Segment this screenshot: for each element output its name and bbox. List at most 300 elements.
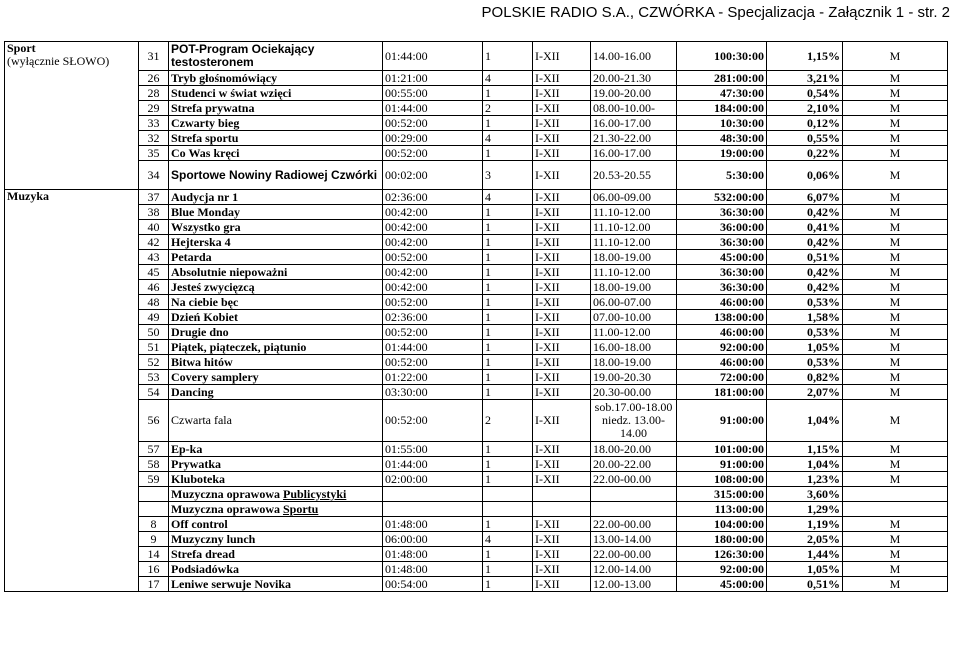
schedule-table bbox=[4, 41, 948, 592]
cell-hours: 19.00-20.00 bbox=[591, 86, 677, 101]
cell-flag: M bbox=[843, 265, 948, 280]
cell-flag: M bbox=[843, 577, 948, 592]
cell-months: I-XII bbox=[533, 325, 591, 340]
cell-duration: 00:52:00 bbox=[383, 325, 483, 340]
cell-months: I-XII bbox=[533, 161, 591, 190]
cell-count bbox=[483, 487, 533, 502]
cell-title: Strefa dread bbox=[169, 547, 383, 562]
cell-flag: M bbox=[843, 385, 948, 400]
cell-total: 19:00:00 bbox=[677, 146, 767, 161]
cell-duration: 02:00:00 bbox=[383, 472, 483, 487]
cell-hours: 20.30-00.00 bbox=[591, 385, 677, 400]
cell-percent: 0,51% bbox=[767, 577, 843, 592]
cell-title: Jesteś zwycięzcą bbox=[169, 280, 383, 295]
cell-num: 43 bbox=[139, 250, 169, 265]
cell-title: Studenci w świat wzięci bbox=[169, 86, 383, 101]
table-row bbox=[5, 310, 948, 325]
cell-total: 46:00:00 bbox=[677, 325, 767, 340]
cell-total: 138:00:00 bbox=[677, 310, 767, 325]
cell-percent: 1,05% bbox=[767, 340, 843, 355]
table-row bbox=[5, 205, 948, 220]
cell-title: Off control bbox=[169, 517, 383, 532]
cell-percent: 1,04% bbox=[767, 400, 843, 442]
cell-months: I-XII bbox=[533, 385, 591, 400]
cell-title: Czwarty bieg bbox=[169, 116, 383, 131]
cell-title: Muzyczny lunch bbox=[169, 532, 383, 547]
cell-count: 1 bbox=[483, 86, 533, 101]
cell-percent: 0,55% bbox=[767, 131, 843, 146]
cell-months: I-XII bbox=[533, 86, 591, 101]
cell-percent: 2,05% bbox=[767, 532, 843, 547]
cell-total: 113:00:00 bbox=[677, 502, 767, 517]
table-row bbox=[5, 400, 948, 442]
cell-num: 29 bbox=[139, 101, 169, 116]
cell-months: I-XII bbox=[533, 532, 591, 547]
cell-months: I-XII bbox=[533, 101, 591, 116]
cell-total: 10:30:00 bbox=[677, 116, 767, 131]
cell-percent: 1,44% bbox=[767, 547, 843, 562]
cell-months: I-XII bbox=[533, 116, 591, 131]
cell-num: 34 bbox=[139, 161, 169, 190]
cell-title: Absolutnie niepoważni bbox=[169, 265, 383, 280]
cell-hours: 13.00-14.00 bbox=[591, 532, 677, 547]
table-row bbox=[5, 131, 948, 146]
cell-num: 37 bbox=[139, 190, 169, 205]
table-row bbox=[5, 101, 948, 116]
cell-duration: 00:52:00 bbox=[383, 146, 483, 161]
cell-title: Covery samplery bbox=[169, 370, 383, 385]
cell-total: 532:00:00 bbox=[677, 190, 767, 205]
cell-duration: 00:29:00 bbox=[383, 131, 483, 146]
table-row bbox=[5, 250, 948, 265]
cell-num: 57 bbox=[139, 442, 169, 457]
cell-flag: M bbox=[843, 101, 948, 116]
cell-title: Hejterska 4 bbox=[169, 235, 383, 250]
cell-months: I-XII bbox=[533, 131, 591, 146]
cell-title: Tryb głośnomówiący bbox=[169, 71, 383, 86]
cell-count: 1 bbox=[483, 457, 533, 472]
cell-hours: 11.10-12.00 bbox=[591, 235, 677, 250]
cell-months: I-XII bbox=[533, 472, 591, 487]
cell-hours: 11.10-12.00 bbox=[591, 220, 677, 235]
cell-title: Blue Monday bbox=[169, 205, 383, 220]
cell-hours: 08.00-10.00- bbox=[591, 101, 677, 116]
table-row bbox=[5, 295, 948, 310]
category-label: Sport bbox=[7, 41, 36, 55]
cell-percent: 1,19% bbox=[767, 517, 843, 532]
cell-hours: 18.00-19.00 bbox=[591, 280, 677, 295]
cell-num: 48 bbox=[139, 295, 169, 310]
cell-hours: 19.00-20.30 bbox=[591, 370, 677, 385]
cell-hours: 06.00-09.00 bbox=[591, 190, 677, 205]
cell-title: POT-Program Ociekający testosteronem bbox=[169, 42, 383, 71]
cell-flag: M bbox=[843, 86, 948, 101]
cell-count: 1 bbox=[483, 370, 533, 385]
cell-months: I-XII bbox=[533, 310, 591, 325]
cell-title: Wszystko gra bbox=[169, 220, 383, 235]
table-row bbox=[5, 472, 948, 487]
cell-months bbox=[533, 487, 591, 502]
cell-duration: 00:42:00 bbox=[383, 280, 483, 295]
cell-total: 92:00:00 bbox=[677, 562, 767, 577]
cell-percent: 3,21% bbox=[767, 71, 843, 86]
cell-percent: 0,42% bbox=[767, 205, 843, 220]
cell-months: I-XII bbox=[533, 71, 591, 86]
cell-flag: M bbox=[843, 517, 948, 532]
cell-hours: 06.00-07.00 bbox=[591, 295, 677, 310]
cell-count: 1 bbox=[483, 325, 533, 340]
cell-duration: 00:52:00 bbox=[383, 250, 483, 265]
cell-percent: 3,60% bbox=[767, 487, 843, 502]
page-header: POLSKIE RADIO S.A., CZWÓRKA - Specjalizacja - Załącznik 1 - str. 2 bbox=[481, 4, 950, 21]
cell-percent: 0,51% bbox=[767, 250, 843, 265]
cell-num: 45 bbox=[139, 265, 169, 280]
cell-count: 1 bbox=[483, 295, 533, 310]
cell-title: Audycja nr 1 bbox=[169, 190, 383, 205]
table-row bbox=[5, 487, 948, 502]
table-row bbox=[5, 235, 948, 250]
cell-hours: 14.00-16.00 bbox=[591, 42, 677, 71]
cell-hours: 20.53-20.55 bbox=[591, 161, 677, 190]
cell-duration: 01:21:00 bbox=[383, 71, 483, 86]
cell-total: 36:30:00 bbox=[677, 280, 767, 295]
table-row bbox=[5, 190, 948, 205]
cell-title: Strefa sportu bbox=[169, 131, 383, 146]
cell-title: Piątek, piąteczek, piątunio bbox=[169, 340, 383, 355]
cell-months: I-XII bbox=[533, 235, 591, 250]
table-row bbox=[5, 71, 948, 86]
table-row bbox=[5, 42, 948, 71]
cell-count: 1 bbox=[483, 517, 533, 532]
cell-duration: 00:42:00 bbox=[383, 235, 483, 250]
cell-num: 28 bbox=[139, 86, 169, 101]
cell-count: 1 bbox=[483, 310, 533, 325]
cell-percent: 1,15% bbox=[767, 42, 843, 71]
cell-hours: 11.10-12.00 bbox=[591, 265, 677, 280]
cell-title: Muzyczna oprawowa Publicystyki bbox=[169, 487, 383, 502]
cell-count: 2 bbox=[483, 400, 533, 442]
cell-months: I-XII bbox=[533, 370, 591, 385]
cell-duration bbox=[383, 487, 483, 502]
cell-title: Drugie dno bbox=[169, 325, 383, 340]
cell-duration: 02:36:00 bbox=[383, 190, 483, 205]
cell-months: I-XII bbox=[533, 280, 591, 295]
cell-months: I-XII bbox=[533, 340, 591, 355]
cell-months: I-XII bbox=[533, 562, 591, 577]
cell-num: 38 bbox=[139, 205, 169, 220]
cell-count: 4 bbox=[483, 131, 533, 146]
table-row bbox=[5, 86, 948, 101]
cell-hours: 07.00-10.00 bbox=[591, 310, 677, 325]
table-row bbox=[5, 457, 948, 472]
table-row bbox=[5, 517, 948, 532]
cell-percent: 6,07% bbox=[767, 190, 843, 205]
cell-num: 8 bbox=[139, 517, 169, 532]
cell-duration: 00:42:00 bbox=[383, 220, 483, 235]
cell-flag: M bbox=[843, 205, 948, 220]
cell-hours: 22.00-00.00 bbox=[591, 547, 677, 562]
category-sport bbox=[5, 42, 139, 190]
cell-total: 126:30:00 bbox=[677, 547, 767, 562]
cell-percent: 1,58% bbox=[767, 310, 843, 325]
cell-num: 51 bbox=[139, 340, 169, 355]
cell-months: I-XII bbox=[533, 220, 591, 235]
cell-flag: M bbox=[843, 71, 948, 86]
cell-percent: 0,53% bbox=[767, 295, 843, 310]
table-row bbox=[5, 562, 948, 577]
cell-num: 58 bbox=[139, 457, 169, 472]
cell-flag bbox=[843, 502, 948, 517]
cell-hours bbox=[591, 502, 677, 517]
category-label: Muzyka bbox=[7, 189, 49, 203]
cell-num: 9 bbox=[139, 532, 169, 547]
cell-duration: 03:30:00 bbox=[383, 385, 483, 400]
cell-count: 1 bbox=[483, 205, 533, 220]
cell-hours: 22.00-00.00 bbox=[591, 472, 677, 487]
cell-percent: 0,42% bbox=[767, 235, 843, 250]
cell-total: 36:30:00 bbox=[677, 205, 767, 220]
cell-title: Strefa prywatna bbox=[169, 101, 383, 116]
cell-months: I-XII bbox=[533, 517, 591, 532]
cell-count: 1 bbox=[483, 340, 533, 355]
cell-flag: M bbox=[843, 295, 948, 310]
cell-hours: 18.00-19.00 bbox=[591, 250, 677, 265]
cell-flag bbox=[843, 487, 948, 502]
cell-duration: 00:52:00 bbox=[383, 355, 483, 370]
cell-total: 47:30:00 bbox=[677, 86, 767, 101]
cell-count: 4 bbox=[483, 532, 533, 547]
cell-num: 40 bbox=[139, 220, 169, 235]
cell-percent: 0,06% bbox=[767, 161, 843, 190]
cell-num: 32 bbox=[139, 131, 169, 146]
cell-duration: 00:42:00 bbox=[383, 265, 483, 280]
cell-num: 35 bbox=[139, 146, 169, 161]
table-row bbox=[5, 547, 948, 562]
cell-duration: 01:44:00 bbox=[383, 457, 483, 472]
cell-total: 72:00:00 bbox=[677, 370, 767, 385]
cell-months: I-XII bbox=[533, 250, 591, 265]
cell-duration: 00:52:00 bbox=[383, 295, 483, 310]
cell-hours bbox=[591, 487, 677, 502]
cell-title: Dancing bbox=[169, 385, 383, 400]
cell-percent: 0,82% bbox=[767, 370, 843, 385]
cell-title: Co Was kręci bbox=[169, 146, 383, 161]
cell-duration: 01:48:00 bbox=[383, 547, 483, 562]
cell-duration: 00:55:00 bbox=[383, 86, 483, 101]
cell-num: 49 bbox=[139, 310, 169, 325]
cell-num: 59 bbox=[139, 472, 169, 487]
table-row bbox=[5, 325, 948, 340]
cell-num: 53 bbox=[139, 370, 169, 385]
cell-months: I-XII bbox=[533, 42, 591, 71]
cell-total: 184:00:00 bbox=[677, 101, 767, 116]
cell-flag: M bbox=[843, 280, 948, 295]
cell-duration: 01:22:00 bbox=[383, 370, 483, 385]
cell-count: 2 bbox=[483, 101, 533, 116]
cell-percent: 2,07% bbox=[767, 385, 843, 400]
cell-percent: 1,29% bbox=[767, 502, 843, 517]
cell-percent: 0,54% bbox=[767, 86, 843, 101]
cell-total: 36:00:00 bbox=[677, 220, 767, 235]
cell-count: 1 bbox=[483, 442, 533, 457]
cell-flag: M bbox=[843, 235, 948, 250]
cell-flag: M bbox=[843, 562, 948, 577]
table-row bbox=[5, 577, 948, 592]
cell-months: I-XII bbox=[533, 295, 591, 310]
cell-total: 36:30:00 bbox=[677, 235, 767, 250]
cell-months: I-XII bbox=[533, 205, 591, 220]
cell-count: 1 bbox=[483, 146, 533, 161]
cell-duration: 01:55:00 bbox=[383, 442, 483, 457]
cell-total: 91:00:00 bbox=[677, 400, 767, 442]
cell-total: 36:30:00 bbox=[677, 265, 767, 280]
cell-count: 1 bbox=[483, 577, 533, 592]
cell-months: I-XII bbox=[533, 547, 591, 562]
cell-total: 5:30:00 bbox=[677, 161, 767, 190]
cell-months: I-XII bbox=[533, 442, 591, 457]
category-muzyka bbox=[5, 190, 139, 592]
cell-num: 17 bbox=[139, 577, 169, 592]
cell-count: 1 bbox=[483, 42, 533, 71]
cell-count bbox=[483, 502, 533, 517]
cell-percent: 0,12% bbox=[767, 116, 843, 131]
cell-num: 46 bbox=[139, 280, 169, 295]
cell-duration: 00:54:00 bbox=[383, 577, 483, 592]
category-sublabel: (wyłącznie SŁOWO) bbox=[7, 54, 110, 68]
cell-title: Bitwa hitów bbox=[169, 355, 383, 370]
cell-flag: M bbox=[843, 547, 948, 562]
cell-percent: 0,53% bbox=[767, 325, 843, 340]
cell-count: 1 bbox=[483, 220, 533, 235]
cell-percent: 1,23% bbox=[767, 472, 843, 487]
cell-flag: M bbox=[843, 116, 948, 131]
cell-total: 315:00:00 bbox=[677, 487, 767, 502]
cell-months: I-XII bbox=[533, 146, 591, 161]
cell-total: 100:30:00 bbox=[677, 42, 767, 71]
cell-hours: 20.00-22.00 bbox=[591, 457, 677, 472]
cell-months: I-XII bbox=[533, 457, 591, 472]
cell-title: Na ciebie bęc bbox=[169, 295, 383, 310]
cell-flag: M bbox=[843, 442, 948, 457]
cell-hours: 11.10-12.00 bbox=[591, 205, 677, 220]
cell-count: 1 bbox=[483, 385, 533, 400]
table-row bbox=[5, 220, 948, 235]
cell-duration: 01:48:00 bbox=[383, 562, 483, 577]
cell-flag: M bbox=[843, 161, 948, 190]
cell-flag: M bbox=[843, 355, 948, 370]
table-row bbox=[5, 265, 948, 280]
cell-title: Ep-ka bbox=[169, 442, 383, 457]
cell-total: 91:00:00 bbox=[677, 457, 767, 472]
cell-count: 1 bbox=[483, 116, 533, 131]
cell-count: 1 bbox=[483, 355, 533, 370]
cell-flag: M bbox=[843, 220, 948, 235]
cell-num: 14 bbox=[139, 547, 169, 562]
table-row bbox=[5, 532, 948, 547]
cell-total: 45:00:00 bbox=[677, 250, 767, 265]
cell-flag: M bbox=[843, 532, 948, 547]
cell-hours: 22.00-00.00 bbox=[591, 517, 677, 532]
cell-num: 54 bbox=[139, 385, 169, 400]
cell-num bbox=[139, 487, 169, 502]
cell-percent: 0,42% bbox=[767, 280, 843, 295]
cell-percent: 2,10% bbox=[767, 101, 843, 116]
table-row bbox=[5, 340, 948, 355]
cell-duration: 01:44:00 bbox=[383, 42, 483, 71]
cell-count: 1 bbox=[483, 280, 533, 295]
cell-hours: 18.00-19.00 bbox=[591, 355, 677, 370]
cell-flag: M bbox=[843, 310, 948, 325]
table-row bbox=[5, 280, 948, 295]
cell-hours: 16.00-17.00 bbox=[591, 146, 677, 161]
cell-flag: M bbox=[843, 146, 948, 161]
cell-hours: 16.00-18.00 bbox=[591, 340, 677, 355]
cell-count: 1 bbox=[483, 547, 533, 562]
cell-title: Petarda bbox=[169, 250, 383, 265]
table-row bbox=[5, 116, 948, 131]
cell-total: 45:00:00 bbox=[677, 577, 767, 592]
cell-num: 26 bbox=[139, 71, 169, 86]
cell-hours: 16.00-17.00 bbox=[591, 116, 677, 131]
cell-count: 1 bbox=[483, 250, 533, 265]
cell-percent: 1,04% bbox=[767, 457, 843, 472]
cell-hours: 11.00-12.00 bbox=[591, 325, 677, 340]
cell-flag: M bbox=[843, 457, 948, 472]
cell-duration: 00:02:00 bbox=[383, 161, 483, 190]
cell-duration: 00:42:00 bbox=[383, 205, 483, 220]
cell-percent: 0,53% bbox=[767, 355, 843, 370]
cell-title: Leniwe serwuje Novika bbox=[169, 577, 383, 592]
cell-total: 104:00:00 bbox=[677, 517, 767, 532]
cell-count: 4 bbox=[483, 190, 533, 205]
cell-num: 16 bbox=[139, 562, 169, 577]
cell-flag: M bbox=[843, 340, 948, 355]
table-row bbox=[5, 385, 948, 400]
cell-months: I-XII bbox=[533, 400, 591, 442]
cell-hours: 18.00-20.00 bbox=[591, 442, 677, 457]
cell-flag: M bbox=[843, 131, 948, 146]
cell-flag: M bbox=[843, 250, 948, 265]
cell-total: 181:00:00 bbox=[677, 385, 767, 400]
cell-flag: M bbox=[843, 370, 948, 385]
cell-total: 92:00:00 bbox=[677, 340, 767, 355]
table-row bbox=[5, 502, 948, 517]
cell-title: Sportowe Nowiny Radiowej Czwórki bbox=[169, 161, 383, 190]
table-row bbox=[5, 442, 948, 457]
cell-num: 50 bbox=[139, 325, 169, 340]
cell-duration: 01:44:00 bbox=[383, 340, 483, 355]
cell-flag: M bbox=[843, 472, 948, 487]
cell-hours: 12.00-13.00 bbox=[591, 577, 677, 592]
cell-duration: 00:52:00 bbox=[383, 400, 483, 442]
cell-months: I-XII bbox=[533, 355, 591, 370]
table-row bbox=[5, 355, 948, 370]
cell-total: 101:00:00 bbox=[677, 442, 767, 457]
cell-num: 42 bbox=[139, 235, 169, 250]
cell-hours: 21.30-22.00 bbox=[591, 131, 677, 146]
cell-total: 46:00:00 bbox=[677, 355, 767, 370]
table-row bbox=[5, 146, 948, 161]
cell-count: 1 bbox=[483, 562, 533, 577]
cell-total: 48:30:00 bbox=[677, 131, 767, 146]
cell-duration: 02:36:00 bbox=[383, 310, 483, 325]
cell-percent: 1,15% bbox=[767, 442, 843, 457]
underlined-word: Sportu bbox=[282, 501, 319, 516]
cell-flag: M bbox=[843, 325, 948, 340]
cell-count: 1 bbox=[483, 265, 533, 280]
cell-count: 1 bbox=[483, 235, 533, 250]
cell-months: I-XII bbox=[533, 190, 591, 205]
